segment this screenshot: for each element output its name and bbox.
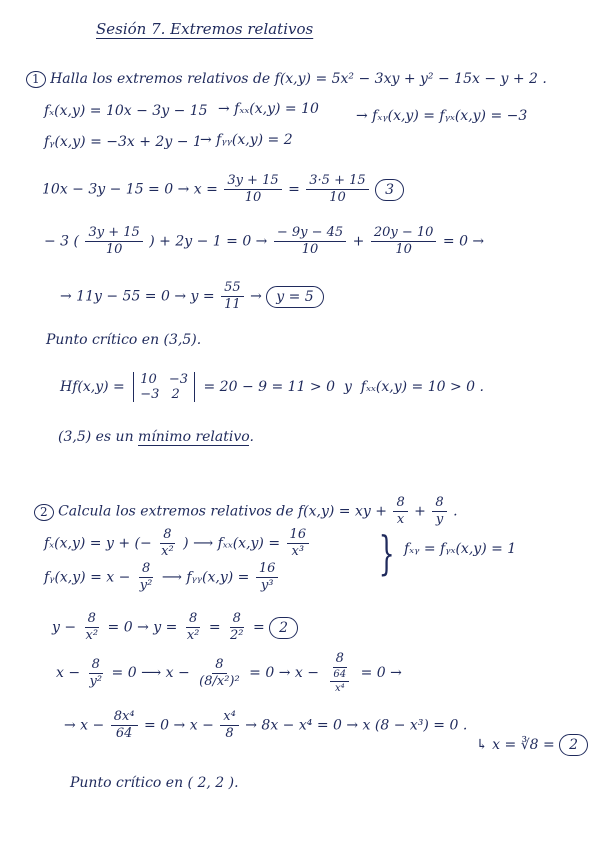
fraction-numerator: 8 (333, 652, 347, 668)
fraction-numerator: − 9y − 45 (274, 226, 346, 242)
exercise-number-badge: 1 (26, 71, 46, 88)
fraction-denominator: 10 (395, 242, 412, 257)
fraction-numerator: 8 (393, 496, 407, 512)
determinant-row: 10 −3 (140, 372, 189, 387)
fraction (158, 528, 177, 559)
fraction (137, 562, 156, 593)
step-text: x − (56, 665, 81, 681)
step-text: = 0 → x − (144, 717, 214, 734)
fraction (432, 496, 446, 527)
step-text: + (352, 233, 365, 250)
exercise-number-badge: 2 (34, 504, 54, 521)
determinant-row: −3 2 (140, 387, 180, 402)
step-text: = 0 → y = (107, 619, 178, 636)
statement-text: Halla los extremos relativos de f(x,y) = 5x² − 3xy + y² − 15x − y + 2 . (50, 71, 547, 87)
step-text: ) (183, 535, 189, 552)
fraction-denominator: 64 (115, 726, 133, 741)
fraction-numerator: 8 (89, 658, 103, 674)
step-text: = 0 → x − (249, 665, 319, 681)
fraction-denominator: x² (161, 544, 174, 559)
exercise-1-statement (26, 70, 547, 88)
step-text: fₓₓ(x,y) = 10 > 0 . (360, 379, 484, 395)
ex2-step-4 (476, 734, 588, 756)
fraction-numerator: 20y − 10 (371, 226, 437, 242)
fraction-denominator: x² (186, 628, 200, 643)
fraction-denominator: x² (85, 628, 99, 643)
fraction-numerator: 64 (330, 669, 349, 682)
step-text: ) + 2y − 1 = 0 → (149, 233, 268, 250)
step-text: ⟶ fₓₓ(x,y) = (193, 535, 281, 552)
step-text: ⟶ fᵧᵧ(x,y) = (161, 569, 250, 586)
fraction-denominator: y (435, 512, 444, 527)
exercise-2-statement (34, 496, 458, 527)
step-text: ↳ x = ∛8 = (476, 737, 555, 753)
ex2-mixed-partial: fₓᵧ = fᵧₓ(x,y) = 1 (404, 541, 517, 557)
result-circled: 2 (269, 617, 298, 639)
fraction-numerator: 3·5 + 15 (306, 174, 368, 190)
step-text: fᵧ(x,y) = x − (44, 569, 131, 586)
partial-fxy: → fₓᵧ(x,y) = fᵧₓ(x,y) = −3 (356, 108, 528, 124)
step-text: y (343, 379, 352, 395)
fraction-numerator: 8x⁴ (111, 710, 138, 726)
step-text: = (252, 619, 265, 636)
fraction-numerator: 16 (256, 562, 279, 578)
curly-brace: } (378, 526, 395, 580)
fraction-numerator: 8 (230, 612, 244, 628)
fraction (393, 496, 407, 527)
fraction-denominator: (8/x²)² (199, 673, 240, 689)
fraction-numerator: x⁴ (220, 710, 239, 726)
fraction-denominator: 10 (105, 242, 123, 257)
ex2-partial-fx (44, 528, 311, 559)
fraction (111, 710, 138, 741)
result-circled: 2 (559, 734, 588, 756)
ex2-partial-fy (44, 562, 280, 593)
step-text: → (250, 288, 262, 305)
fraction-numerator: 8 (432, 496, 446, 512)
partial-fx: fₓ(x,y) = 10x − 3y − 15 (44, 103, 208, 119)
fraction (371, 226, 437, 257)
fraction (87, 658, 106, 689)
partial-fyy: → fᵧᵧ(x,y) = 2 (200, 132, 293, 148)
nested-fraction (330, 669, 349, 694)
fraction-denominator: 10 (244, 190, 262, 205)
fraction-numerator: 8 (139, 562, 153, 578)
fraction-numerator: 8 (186, 612, 200, 628)
fraction-denominator: 11 (224, 297, 241, 312)
hessian-determinant (133, 372, 195, 402)
fraction-denominator: 2² (230, 628, 244, 643)
fraction-numerator: 8 (85, 612, 99, 628)
page-title: Sesión 7. Extremos relativos (96, 20, 314, 38)
fraction-denominator: 10 (301, 242, 319, 257)
step-text: . (249, 429, 254, 445)
fraction-numerator: 8 (212, 658, 226, 674)
fraction-denominator: x⁴ (334, 683, 345, 694)
fraction-denominator: x³ (291, 544, 305, 559)
step-text: Hf(x,y) = (60, 379, 125, 395)
fraction-numerator: 3y + 15 (224, 174, 281, 190)
step-text: → 11y − 55 = 0 → y = (60, 288, 215, 305)
step-text: = (288, 181, 300, 198)
step-text: fₓ(x,y) = y + (− (44, 535, 152, 552)
fraction-denominator: 10 (329, 190, 346, 205)
statement-text: Calcula los extremos relativos de f(x,y) = xy + (58, 503, 387, 520)
fraction-numerator: 8 (160, 528, 174, 544)
step-text: = 0 ⟶ x − (111, 665, 190, 681)
underlined-result: mínimo relativo (138, 429, 250, 445)
step-text: = 0 → (360, 665, 402, 681)
fraction (287, 528, 310, 559)
fraction-numerator: 16 (287, 528, 310, 544)
fraction-denominator: y² (89, 673, 103, 689)
fraction (221, 281, 244, 312)
fraction (274, 226, 346, 257)
critical-point-1: Punto crítico en (3,5). (46, 332, 202, 348)
critical-point-2: Punto crítico en ( 2, 2 ). (70, 775, 239, 791)
fraction-denominator: x (396, 512, 405, 527)
statement-text: . (453, 503, 458, 520)
fraction (83, 612, 102, 643)
step-text: → 8x − x⁴ = 0 → x (8 − x³) = 0 . (245, 717, 468, 734)
ex1-step-1 (42, 174, 404, 205)
ex2-step-3 (64, 710, 467, 741)
fraction (227, 612, 246, 643)
fraction (224, 174, 281, 205)
conclusion-1 (58, 428, 254, 446)
step-text: − 3 ( (44, 233, 79, 250)
ex1-step-2 (44, 226, 484, 257)
ex2-step-1 (52, 612, 298, 643)
step-text: = 0 → (442, 233, 485, 250)
hessian-line (60, 372, 484, 402)
step-text: → x − (64, 717, 105, 734)
fraction (306, 174, 368, 205)
ex2-step-2 (56, 652, 402, 694)
fraction-denominator: y³ (260, 578, 274, 593)
fraction-denominator: 8 (225, 726, 234, 741)
statement-text: + (414, 503, 426, 520)
step-text: y − (52, 619, 77, 636)
fraction (184, 612, 203, 643)
fraction (85, 226, 142, 257)
fraction-denominator (325, 668, 354, 694)
ex1-step-3 (60, 281, 324, 312)
fraction (220, 710, 239, 741)
fraction-numerator: 55 (221, 281, 244, 297)
fraction (325, 652, 354, 694)
result-circled: y = 5 (266, 286, 323, 308)
fraction (196, 658, 243, 689)
step-text: = (208, 619, 221, 636)
partial-fxx: → fₓₓ(x,y) = 10 (218, 101, 319, 117)
fraction-numerator: 3y + 15 (85, 226, 142, 242)
partial-fy: fᵧ(x,y) = −3x + 2y − 1 (44, 134, 202, 150)
fraction-denominator: y² (139, 578, 153, 593)
step-text: (3,5) es un (58, 429, 134, 445)
step-text: 10x − 3y − 15 = 0 → x = (42, 181, 218, 198)
result-circled: 3 (375, 179, 404, 201)
step-text: = 20 − 9 = 11 > 0 (203, 379, 336, 395)
fraction (256, 562, 279, 593)
